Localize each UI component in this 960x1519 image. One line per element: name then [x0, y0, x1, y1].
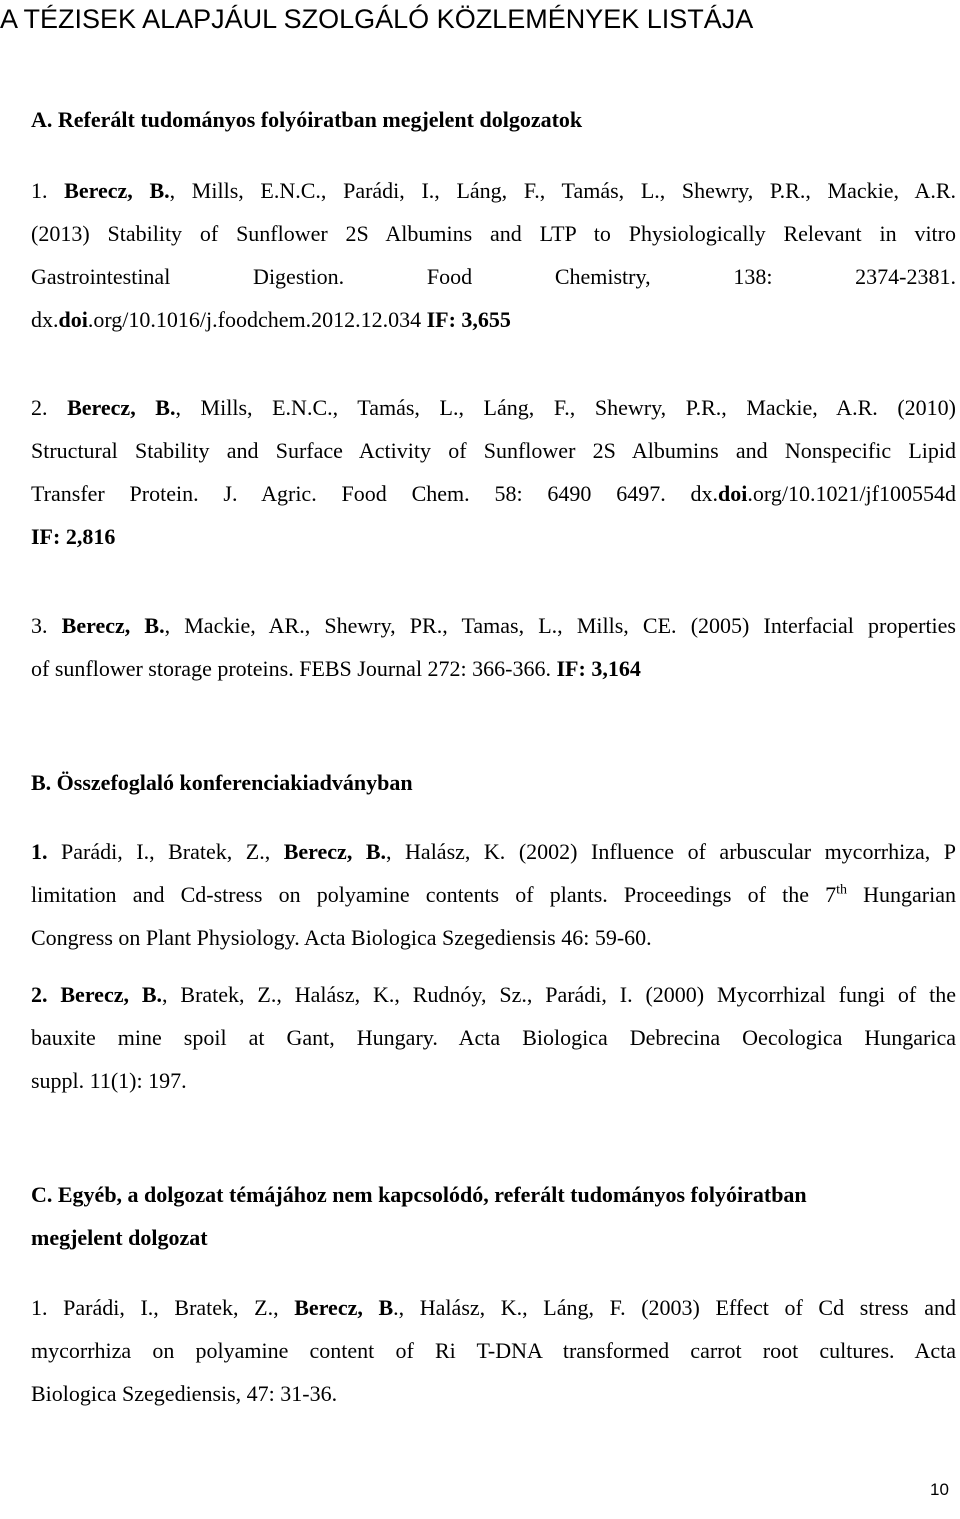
author-highlight: Berecz, B.	[61, 613, 165, 638]
publication-b2	[31, 973, 956, 1102]
c1-line1: 1. Parádi, I., Bratek, Z., Berecz, B., Halász, K., Láng, F. (2003) Effect of Cd stress and	[31, 1295, 956, 1320]
publication-b1	[31, 830, 956, 959]
author-highlight: Berecz, B.	[60, 982, 163, 1007]
a1-line4: dx.doi.org/10.1016/j.foodchem.2012.12.034 IF: 3,655	[31, 307, 511, 332]
publication-a2	[31, 386, 956, 558]
a1-line3: Gastrointestinal Digestion. Food Chemistry, 138: 2374-2381.	[31, 264, 956, 289]
author-highlight: Berecz, B	[294, 1295, 394, 1320]
impact-factor: IF: 3,655	[426, 307, 511, 332]
c1-line3: Biologica Szegediensis, 47: 31-36.	[31, 1381, 338, 1406]
a3-line2: of sunflower storage proteins. FEBS Journal 272: 366-366. IF: 3,164	[31, 656, 641, 681]
b2-line1: 2. Berecz, B., Bratek, Z., Halász, K., Rudnóy, Sz., Parádi, I. (2000) Mycorrhizal fungi of the	[31, 982, 957, 1007]
section-a-heading: A. Referált tudományos folyóiratban megjelent dolgozatok	[31, 107, 583, 132]
author-highlight: Berecz, B.	[64, 178, 170, 203]
section-b-heading: B. Összefoglaló konferenciakiadványban	[31, 770, 413, 795]
a2-line3: Transfer Protein. J. Agric. Food Chem. 58: 6490 6497. dx.doi.org/10.1021/jf100554d	[31, 481, 956, 506]
page-title: A TÉZISEK ALAPJÁUL SZOLGÁLÓ KÖZLEMÉNYEK LISTÁJA	[0, 4, 754, 34]
a2-line2: Structural Stability and Surface Activity of Sunflower 2S Albumins and Nonspecific Lipid	[31, 438, 956, 463]
b2-line3: suppl. 11(1): 197.	[31, 1068, 187, 1093]
b1-line2: limitation and Cd-stress on polyamine contents of plants. Proceedings of the 7th Hungarian	[31, 882, 957, 907]
publication-a3	[31, 604, 956, 690]
a2-line1: 2. Berecz, B., Mills, E.N.C., Tamás, L., Láng, F., Shewry, P.R., Mackie, A.R. (2010)	[31, 395, 956, 420]
a3-line1: 3. Berecz, B., Mackie, AR., Shewry, PR., Tamas, L., Mills, CE. (2005) Interfacial properties	[31, 613, 956, 638]
publication-a1	[31, 169, 956, 341]
impact-factor: IF: 2,816	[31, 524, 116, 549]
a1-line2: (2013) Stability of Sunflower 2S Albumins and LTP to Physiologically Relevant in vitro	[31, 221, 956, 246]
b1-line1: 1. Parádi, I., Bratek, Z., Berecz, B., Halász, K. (2002) Influence of arbuscular mycorrhiza, P	[31, 839, 956, 864]
page-number: 10	[930, 1480, 949, 1499]
publication-c1	[31, 1286, 956, 1415]
author-highlight: Berecz, B.	[67, 395, 176, 420]
b1-line3: Congress on Plant Physiology. Acta Biologica Szegediensis 46: 59-60.	[31, 925, 652, 950]
a2-line4	[31, 515, 956, 558]
author-highlight: Berecz, B.	[283, 839, 387, 864]
c1-line2: mycorrhiza on polyamine content of Ri T-DNA transformed carrot root cultures. Acta	[31, 1338, 956, 1363]
section-c-heading: C. Egyéb, a dolgozat témájához nem kapcsolódó, referált tudományos folyóiratban megjelent dolgozat	[31, 1182, 807, 1250]
impact-factor: IF: 3,164	[556, 656, 641, 681]
b2-line2: bauxite mine spoil at Gant, Hungary. Acta Biologica Debrecina Oecologica Hungarica	[31, 1025, 956, 1050]
a1-line1: 1. Berecz, B., Mills, E.N.C., Parádi, I., Láng, F., Tamás, L., Shewry, P.R., Mackie, A.R.	[31, 178, 957, 203]
